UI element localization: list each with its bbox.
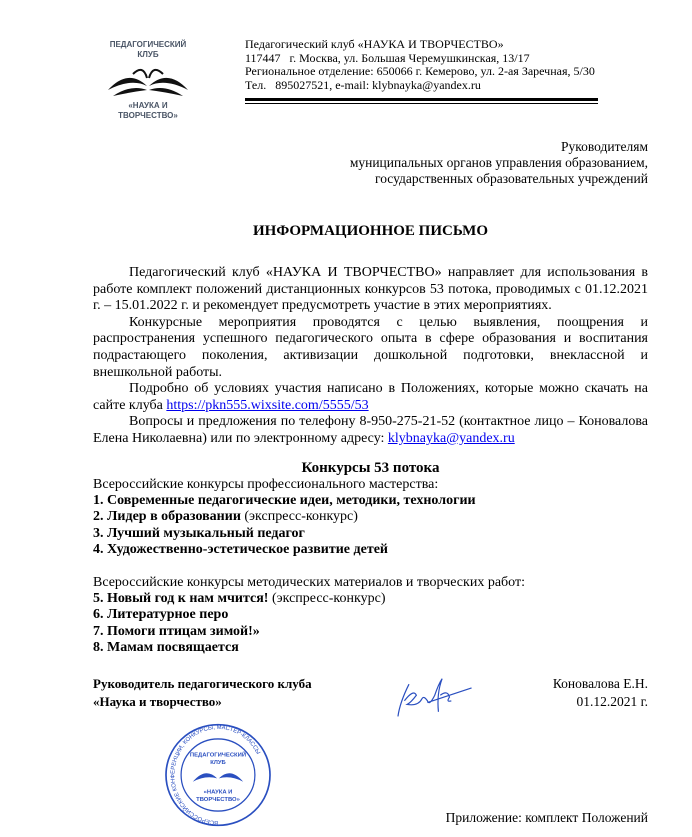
address: 117447 г. Москва, ул. Большая Черемушкинская, 13/17 (245, 50, 530, 65)
group-title: Всероссийские конкурсы профессионального мастерства: (93, 476, 439, 492)
email-link[interactable]: klybnayka@yandex.ru (387, 430, 515, 446)
logo-text: «НАУКА И (128, 101, 168, 110)
contest-item (93, 509, 648, 525)
recipient-block (350, 139, 648, 187)
contests-section (93, 460, 648, 657)
contest-name: 8. Мамам посвящается (93, 640, 239, 656)
logo-text: ТВОРЧЕСТВО» (118, 111, 178, 120)
contest-item (93, 493, 648, 509)
handwritten-signature (387, 675, 477, 721)
svg-text:ВСЕРОССИЙСКИЕ КОНФЕРЕНЦИИ, КОН: ВСЕРОССИЙСКИЕ КОНФЕРЕНЦИИ, КОНКУРСЫ, МАСТЕР-КЛАССЫ (170, 724, 261, 825)
contest-item (93, 624, 648, 640)
contest-item (93, 591, 648, 607)
paragraph: Педагогический клуб «НАУКА И ТВОРЧЕСТВО» направляет для использования в работе комплект положений дистанционных конкурсов 53 потока, проводимых с 01.12.2021 г. – 15.01.2022 г. и рекомендует предусмотреть участие в этих мероприятиях. (93, 265, 648, 314)
recipient-line: муниципальных органов управления образованием, (349, 155, 648, 170)
svg-text:ТВОРЧЕСТВО»: ТВОРЧЕСТВО» (196, 796, 240, 803)
contest-item (93, 607, 648, 623)
logo-text: ПЕДАГОГИЧЕСКИЙ (109, 40, 187, 49)
recipient-line: Руководителям (561, 139, 648, 154)
letter-content (93, 222, 648, 827)
stamp-row (93, 723, 648, 827)
paragraph (93, 381, 648, 414)
contest-name: 7. Помоги птицам зимой!» (93, 623, 260, 639)
signatory-line: «Наука и творчество» (93, 693, 222, 709)
contest-name: 4. Художественно-эстетическое развитие детей (93, 542, 388, 558)
contest-name: 2. Лидер в образовании (93, 509, 241, 525)
logo-text: КЛУБ (137, 50, 159, 59)
open-book-icon (103, 60, 193, 98)
contest-note: (экспресс-конкурс) (268, 590, 386, 606)
signatory-title (93, 675, 312, 711)
contest-item (93, 640, 648, 656)
contest-item (93, 542, 648, 558)
recipient-line: государственных образовательных учреждений (375, 171, 648, 186)
signatory-line: Руководитель педагогического клуба (93, 675, 312, 691)
letter-body (93, 265, 648, 448)
contacts: Тел. 895027521, e-mail: klybnayka@yandex.ru (245, 77, 481, 92)
appendix-note: Приложение: комплект Положений (445, 809, 648, 825)
signatory-name-text: Коновалова Е.Н. (552, 675, 648, 691)
svg-text:КЛУБ: КЛУБ (210, 759, 226, 766)
svg-text:«НАУКА И: «НАУКА И (203, 789, 233, 796)
header-divider (245, 98, 598, 104)
club-stamp (163, 723, 273, 827)
letterhead (245, 38, 595, 92)
contests-heading: Конкурсы 53 потока (301, 459, 440, 476)
club-logo (98, 40, 198, 121)
contest-note: (экспресс-конкурс) (240, 509, 358, 525)
website-link[interactable]: https://pkn555.wixsite.com/5555/53 (166, 397, 369, 413)
signature-row (93, 675, 648, 721)
signatory-name (553, 675, 648, 711)
contest-name: 3. Лучший музыкальный педагог (93, 525, 305, 541)
contest-name: 5. Новый год к нам мчится! (93, 590, 269, 606)
contest-name: 1. Современные педагогические идеи, методики, технологии (93, 492, 476, 508)
contest-item (93, 526, 648, 542)
regional-address: Региональное отделение: 650066 г. Кемерово, ул. 2-ая Заречная, 5/30 (245, 64, 595, 78)
paragraph (93, 414, 648, 447)
letter-title: ИНФОРМАЦИОННОЕ ПИСЬМО (252, 223, 488, 239)
paragraph: Конкурсные мероприятия проводятся с целью выявления, поощрения и распространения успешного педагогического опыта в сфере образования и воспитания подрастающего поколения, активизации дошкольной подготовки, внеклассной и внешкольной работы. (93, 314, 648, 380)
club-name: Педагогический клуб «НАУКА И ТВОРЧЕСТВО» (245, 37, 504, 51)
contest-name: 6. Литературное перо (93, 607, 229, 623)
svg-text:ПЕДАГОГИЧЕСКИЙ: ПЕДАГОГИЧЕСКИЙ (189, 752, 247, 759)
letter-date: 01.12.2021 г. (576, 693, 648, 709)
paragraph-text: Вопросы и предложения по телефону 8-950-275-21-52 (контактное лицо – Коновалова Елена Николаевна) или по электронному адресу: (93, 414, 648, 446)
group-title: Всероссийские конкурсы методических материалов и творческих работ: (93, 574, 525, 590)
paragraph-text: Подробно об условиях участия написано в Положениях, которые можно скачать на сайте клуба (93, 381, 648, 413)
